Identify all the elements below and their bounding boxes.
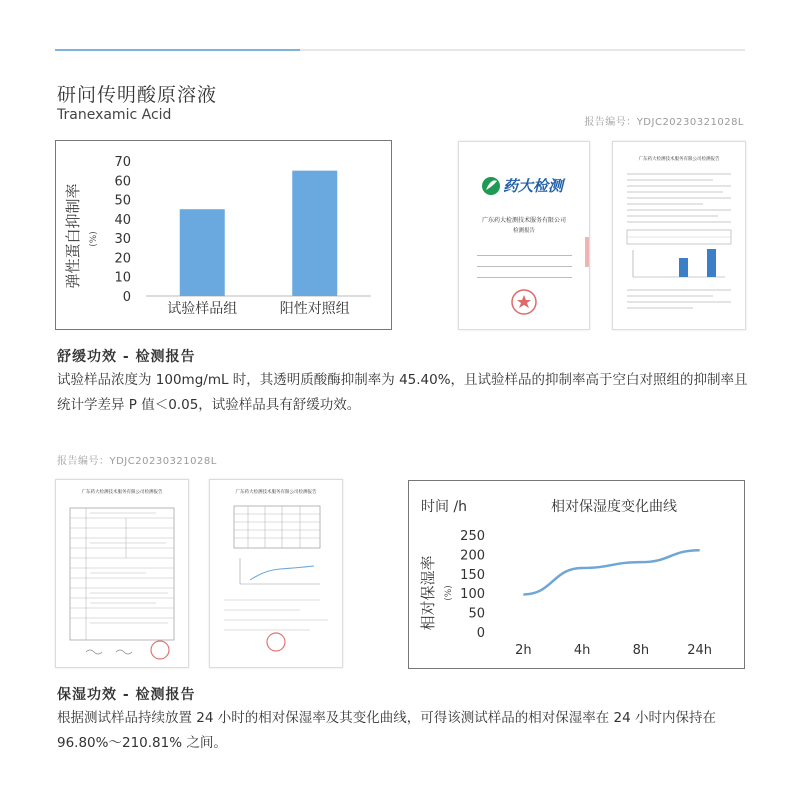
bar-2 bbox=[292, 171, 337, 296]
cover-company-name: 广东药大检测技术服务有限公司 bbox=[481, 217, 566, 224]
page-header-4: 广东药大检测技术服务有限公司检测报告 bbox=[235, 490, 317, 495]
page-header-3: 广东药大检测技术服务有限公司检测报告 bbox=[81, 490, 163, 495]
seam-stamp bbox=[585, 237, 589, 267]
bar-ytick-label: 60 bbox=[114, 174, 131, 190]
cover-fields bbox=[477, 255, 572, 278]
top-divider-accent bbox=[55, 49, 300, 51]
section-moisture-heading: 保湿功效 - 检测报告 bbox=[57, 687, 196, 703]
bar-1 bbox=[180, 209, 225, 296]
report-page-thumbnail bbox=[612, 141, 746, 330]
bar-ytick-label: 50 bbox=[114, 193, 131, 209]
bar-chart-ylabel: 弹性蛋白抑制率 bbox=[64, 183, 82, 289]
bar-ytick-label: 40 bbox=[114, 212, 131, 228]
line-chart-xlabel: 时间 /h bbox=[421, 499, 468, 515]
line-chart-box bbox=[408, 480, 745, 669]
report-number-2: 报告编号：YDJC20230321028L bbox=[57, 456, 217, 467]
line-ytick-label: 50 bbox=[468, 606, 485, 622]
bar-ytick-label: 70 bbox=[114, 155, 131, 170]
bar-ytick-label: 20 bbox=[114, 251, 131, 267]
bar-chart-box bbox=[55, 140, 392, 330]
line-ytick-label: 150 bbox=[460, 567, 485, 583]
bar-category-label: 阳性对照组 bbox=[279, 301, 350, 317]
line-category-label: 2h bbox=[515, 643, 532, 658]
product-subtitle: Tranexamic Acid bbox=[57, 107, 172, 123]
line-category-label: 24h bbox=[687, 643, 713, 658]
product-title: 研问传明酸原溶液 bbox=[57, 84, 218, 106]
cover-report-label: 检测报告 bbox=[512, 228, 535, 234]
line-chart-yunit: (%) bbox=[444, 585, 454, 601]
section-moisture-body: 根据测试样品持续放置 24 小时的相对保湿率及其变化曲线，可得该测试样品的相对保湿率在 24 小时内保持在 96.80%～210.81% 之间。 bbox=[57, 710, 717, 751]
bar-category-label: 试验样品组 bbox=[167, 301, 238, 317]
mini-table-chart bbox=[210, 480, 342, 667]
company-logo bbox=[481, 175, 563, 196]
report-cover-thumbnail bbox=[458, 141, 590, 330]
line-category-label: 8h bbox=[632, 643, 650, 658]
line-ytick-label: 200 bbox=[460, 548, 485, 564]
report-number: 报告编号：YDJC20230321028L bbox=[584, 117, 744, 128]
logo-text: 药大检测 bbox=[503, 177, 564, 195]
line-ytick-label: 100 bbox=[460, 587, 485, 603]
logo-leaf-icon bbox=[481, 176, 501, 196]
line-chart-ylabel: 相对保湿率 bbox=[419, 555, 437, 631]
line-ytick-label: 0 bbox=[476, 626, 485, 641]
page-content-lines bbox=[613, 142, 745, 329]
line-ytick-label: 250 bbox=[460, 529, 485, 544]
moisture-series-line bbox=[523, 550, 699, 594]
bar-ytick-label: 10 bbox=[114, 270, 131, 286]
table-lines bbox=[56, 480, 188, 667]
bar-chart-yunit: (%) bbox=[89, 231, 99, 247]
moisture-report-page-1 bbox=[55, 479, 189, 668]
line-chart-title: 相对保湿度变化曲线 bbox=[551, 499, 677, 515]
line-category-label: 4h bbox=[573, 643, 591, 658]
stamp-icon bbox=[509, 287, 539, 317]
page-header: 广东药大检测技术服务有限公司检测报告 bbox=[638, 157, 720, 162]
elastase-inhibition-chart bbox=[56, 141, 391, 329]
section-soothing-heading: 舒缓功效 - 检测报告 bbox=[57, 349, 196, 365]
moisture-retention-chart bbox=[409, 481, 744, 668]
bar-ytick-label: 0 bbox=[122, 290, 131, 305]
section-soothing-body: 试验样品浓度为 100mg/mL 时，其透明质酸酶抑制率为 45.40%，且试验样品的抑制率高于空白对照组的抑制率且统计学差异 P 值＜0.05，试验样品具有舒缓功效。 bbox=[57, 372, 748, 413]
bar-ytick-label: 30 bbox=[114, 232, 131, 248]
moisture-report-page-2 bbox=[209, 479, 343, 668]
